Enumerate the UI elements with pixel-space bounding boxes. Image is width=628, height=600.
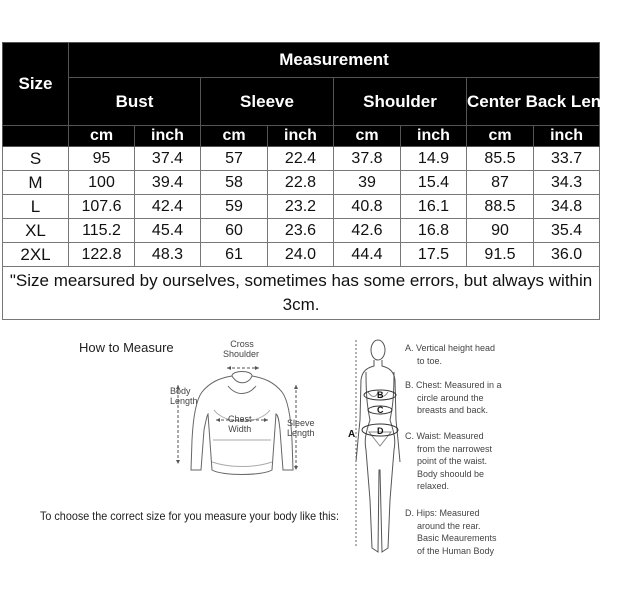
figure-letter-b: B xyxy=(377,390,384,400)
center-back-length-header: Center Back Length xyxy=(467,78,600,126)
value-cell: 23.6 xyxy=(268,219,334,243)
body-length-label: Body Length xyxy=(170,386,198,406)
value-cell: 42.4 xyxy=(135,195,201,219)
note-vertical-height: A. Vertical height head to toe. xyxy=(405,343,496,366)
value-cell: 45.4 xyxy=(135,219,201,243)
value-cell: 16.1 xyxy=(401,195,467,219)
unit-header: cm xyxy=(201,126,268,147)
value-cell: 58 xyxy=(201,171,268,195)
value-cell: 14.9 xyxy=(401,147,467,171)
value-cell: 44.4 xyxy=(334,243,401,267)
value-cell: 15.4 xyxy=(401,171,467,195)
value-cell: 100 xyxy=(69,171,135,195)
value-cell: 35.4 xyxy=(534,219,600,243)
unit-header: inch xyxy=(401,126,467,147)
choose-size-instruction: To choose the correct size for you measure your body like this: xyxy=(40,509,339,523)
value-cell: 48.3 xyxy=(135,243,201,267)
figure-letter-a: A xyxy=(348,429,356,440)
value-cell: 22.4 xyxy=(268,147,334,171)
size-cell: S xyxy=(3,147,69,171)
note-chest: B. Chest: Measured in a circle around the breasts and back. xyxy=(405,380,502,415)
value-cell: 36.0 xyxy=(534,243,600,267)
value-cell: 115.2 xyxy=(69,219,135,243)
how-to-measure-title: How to Measure xyxy=(79,340,174,355)
value-cell: 37.8 xyxy=(334,147,401,171)
value-cell: 61 xyxy=(201,243,268,267)
value-cell: 107.6 xyxy=(69,195,135,219)
value-cell: 22.8 xyxy=(268,171,334,195)
value-cell: 57 xyxy=(201,147,268,171)
value-cell: 33.7 xyxy=(534,147,600,171)
value-cell: 95 xyxy=(69,147,135,171)
figure-letter-d: D xyxy=(377,426,384,436)
unit-header: cm xyxy=(69,126,135,147)
bust-header: Bust xyxy=(69,78,201,126)
value-cell: 34.8 xyxy=(534,195,600,219)
value-cell: 40.8 xyxy=(334,195,401,219)
value-cell: 91.5 xyxy=(467,243,534,267)
value-cell: 87 xyxy=(467,171,534,195)
value-cell: 85.5 xyxy=(467,147,534,171)
sleeve-length-label: Sleeve Length xyxy=(287,418,315,438)
sleeve-header: Sleeve xyxy=(201,78,334,126)
unit-header: inch xyxy=(135,126,201,147)
size-cell: 2XL xyxy=(3,243,69,267)
size-cell: XL xyxy=(3,219,69,243)
value-cell: 16.8 xyxy=(401,219,467,243)
size-note: "Size mearsured by ourselves, sometimes has some errors, but always within 3cm. xyxy=(3,267,600,320)
measurement-header: Measurement xyxy=(69,43,600,78)
value-cell: 24.0 xyxy=(268,243,334,267)
note-waist: C. Waist: Measured from the narrowest point of the waist. Body shoould be relaxed. xyxy=(405,431,493,491)
unit-header: cm xyxy=(467,126,534,147)
value-cell: 23.2 xyxy=(268,195,334,219)
value-cell: 60 xyxy=(201,219,268,243)
value-cell: 42.6 xyxy=(334,219,401,243)
value-cell: 39.4 xyxy=(135,171,201,195)
value-cell: 122.8 xyxy=(69,243,135,267)
figure-letter-c: C xyxy=(377,405,384,415)
value-cell: 88.5 xyxy=(467,195,534,219)
note-hips: D. Hips: Measured around the rear. Basic Meaurements of the Human Body xyxy=(405,508,497,556)
value-cell: 39 xyxy=(334,171,401,195)
unit-header: inch xyxy=(534,126,600,147)
chest-width-label: Chest Width xyxy=(228,414,252,434)
unit-header: inch xyxy=(268,126,334,147)
value-cell: 90 xyxy=(467,219,534,243)
value-cell: 59 xyxy=(201,195,268,219)
size-cell: M xyxy=(3,171,69,195)
cross-shoulder-label: Cross Shoulder xyxy=(223,339,260,359)
size-cell: L xyxy=(3,195,69,219)
value-cell: 17.5 xyxy=(401,243,467,267)
value-cell: 37.4 xyxy=(135,147,201,171)
unit-header: cm xyxy=(334,126,401,147)
shoulder-header: Shoulder xyxy=(334,78,467,126)
size-header: Size xyxy=(3,43,69,126)
value-cell: 34.3 xyxy=(534,171,600,195)
